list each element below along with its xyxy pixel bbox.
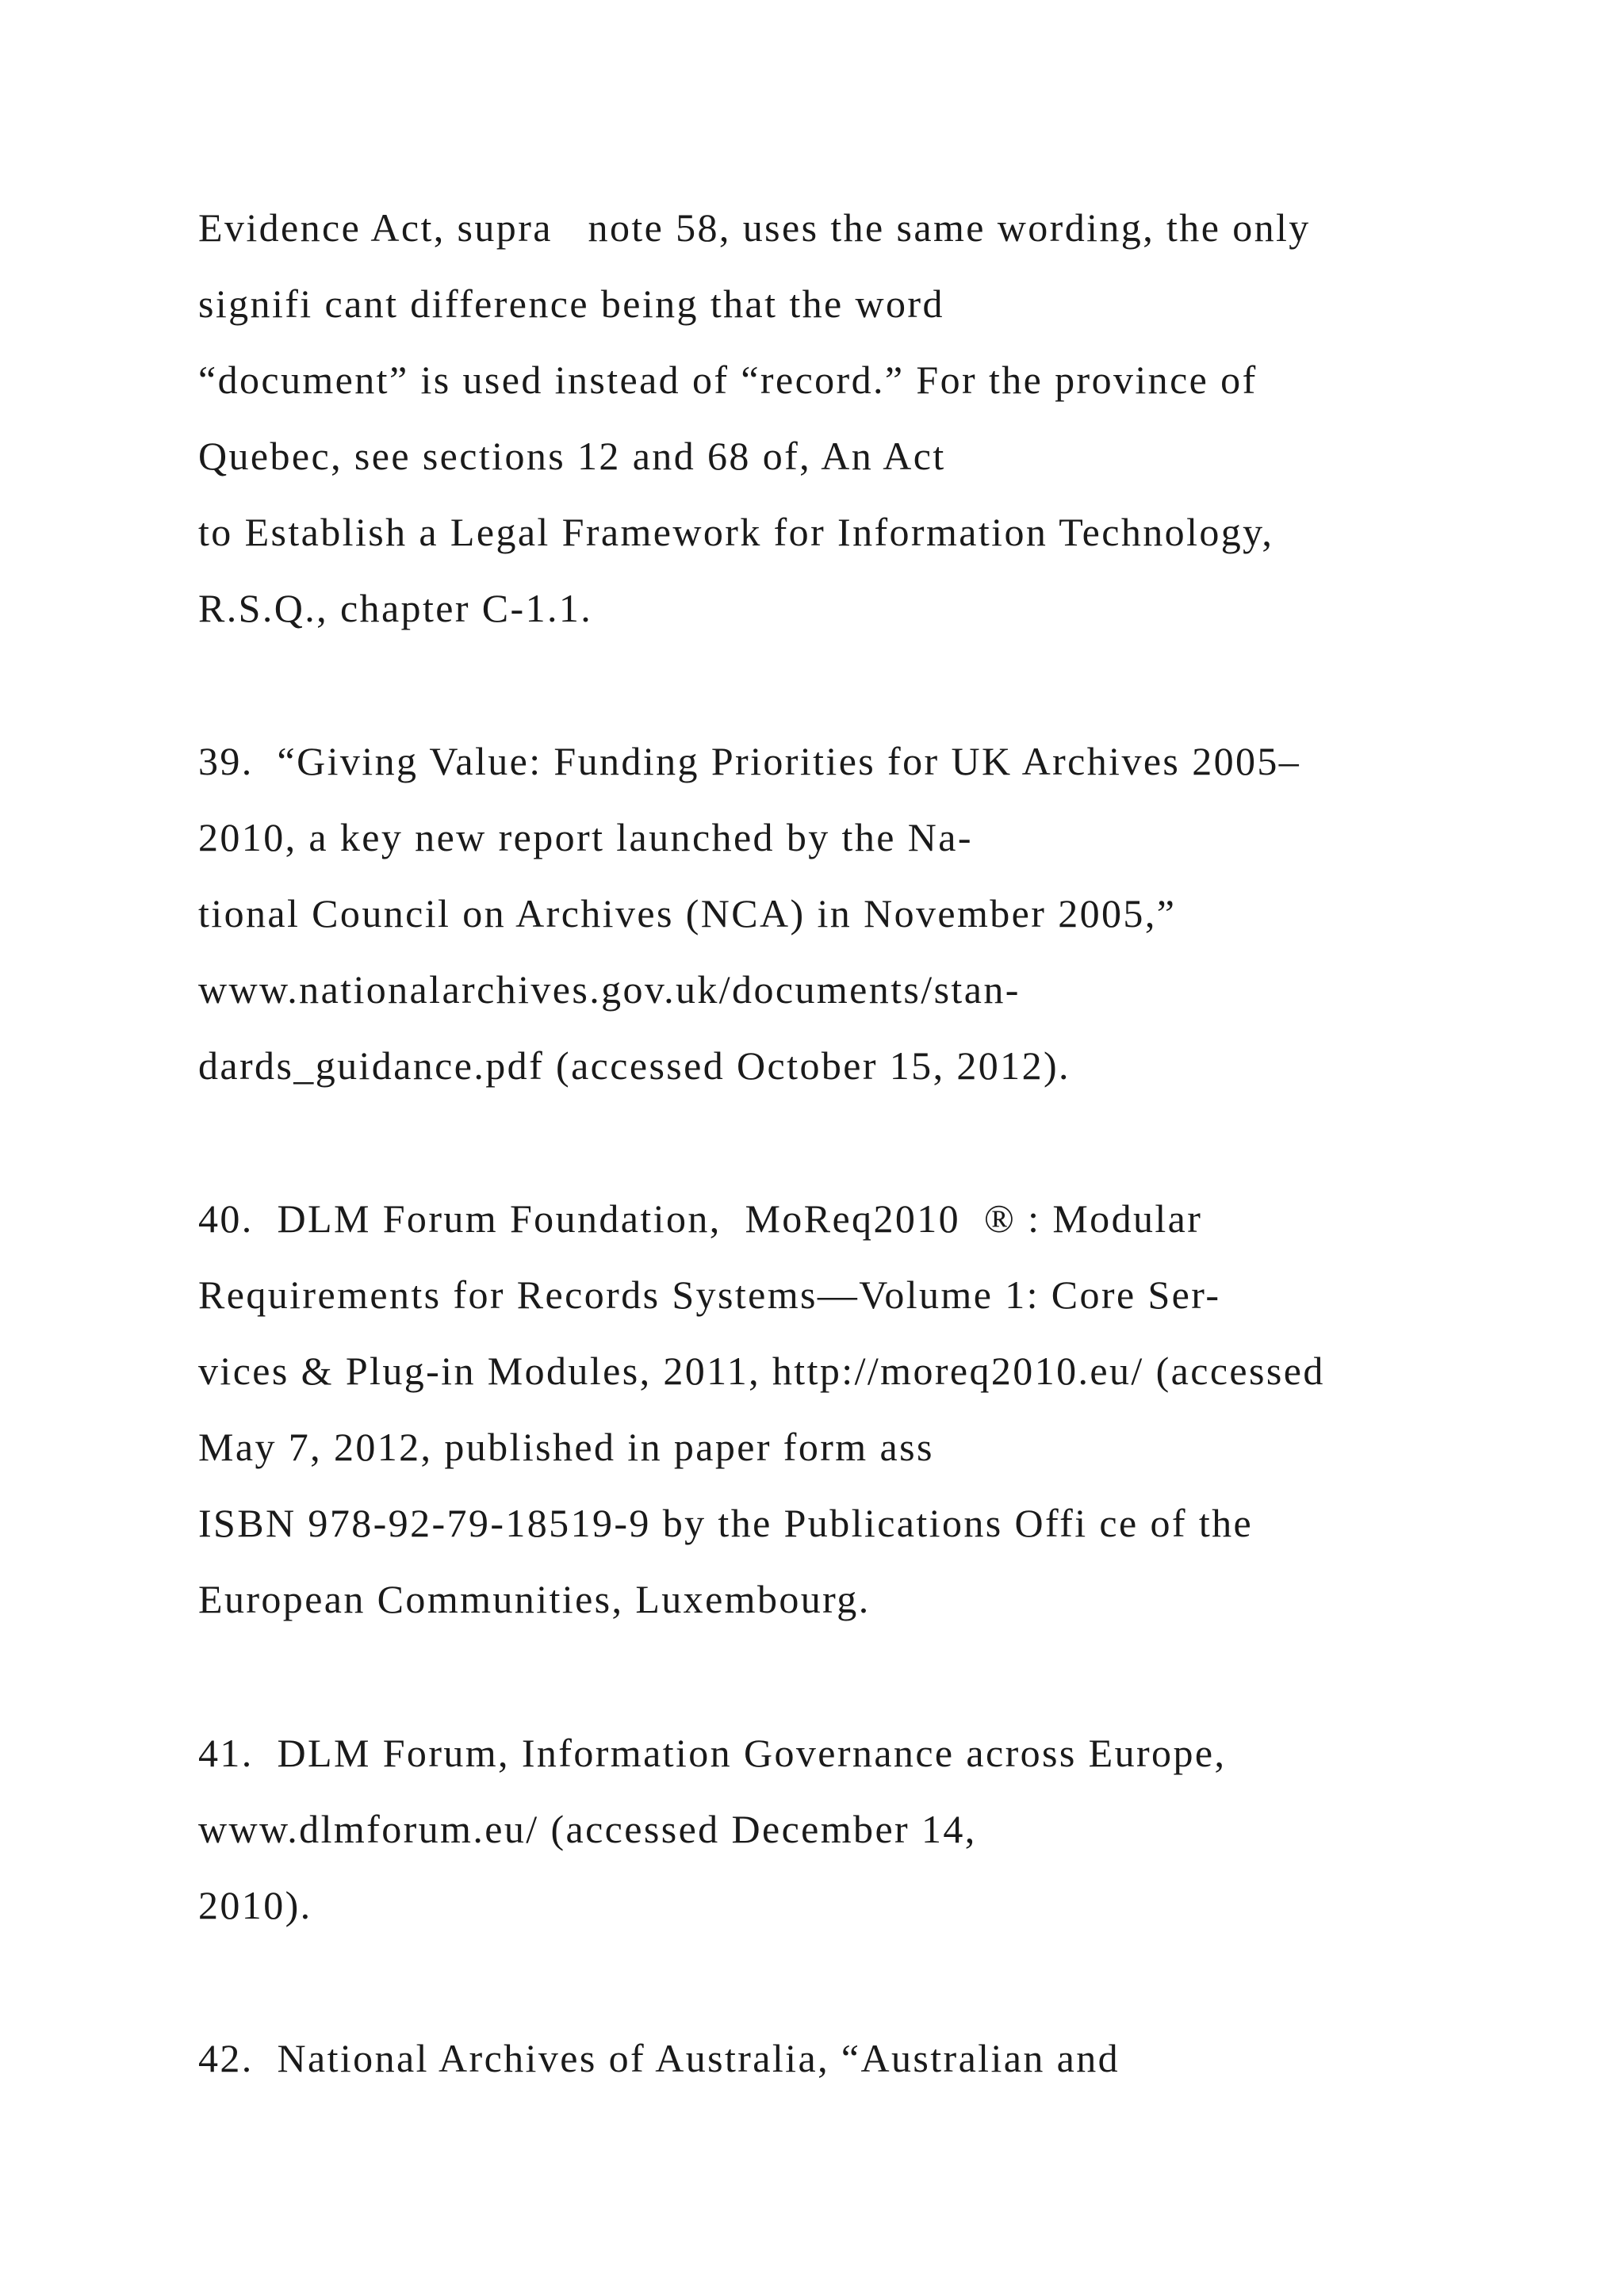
text-line: signifi cant difference being that the word — [198, 281, 944, 326]
footnote-42-line: 42. National Archives of Australia, “Australian and — [198, 2036, 1120, 2080]
footnote-39-line: 2010, a key new report launched by the Na- — [198, 815, 973, 859]
text-line: R.S.Q., chapter C-1.1. — [198, 586, 593, 630]
footnote-40-line: ISBN 978-92-79-18519-9 by the Publications Offi ce of the — [198, 1501, 1254, 1545]
text-line: Quebec, see sections 12 and 68 of, An Act — [198, 434, 946, 478]
footnote-39-line: www.nationalarchives.gov.uk/documents/stan- — [198, 967, 1021, 1012]
footnote-41-line: www.dlmforum.eu/ (accessed December 14, — [198, 1807, 977, 1851]
footnote-40-line: European Communities, Luxembourg. — [198, 1577, 871, 1621]
footnote-40-line: 40. DLM Forum Foundation, MoReq2010 ® : Modular — [198, 1196, 1203, 1241]
footnote-40-line: May 7, 2012, published in paper form ass — [198, 1425, 934, 1469]
text-line: “document” is used instead of “record.” For the province of — [198, 358, 1258, 402]
text-line: to Establish a Legal Framework for Information Technology, — [198, 510, 1274, 554]
footnote-39-line: dards_guidance.pdf (accessed October 15, 2012). — [198, 1043, 1071, 1088]
text-line: Evidence Act, supra note 58, uses the same wording, the only — [198, 205, 1311, 250]
footnote-41-line: 41. DLM Forum, Information Governance across Europe, — [198, 1731, 1227, 1775]
footnote-40-line: vices & Plug-in Modules, 2011, http://moreq2010.eu/ (accessed — [198, 1349, 1325, 1393]
footnote-39-line: 39. “Giving Value: Funding Priorities for UK Archives 2005– — [198, 739, 1301, 783]
footnote-39-line: tional Council on Archives (NCA) in November 2005,” — [198, 891, 1177, 936]
footnote-40-line: Requirements for Records Systems—Volume 1: Core Ser- — [198, 1272, 1221, 1317]
footnote-41-line: 2010). — [198, 1883, 312, 1927]
